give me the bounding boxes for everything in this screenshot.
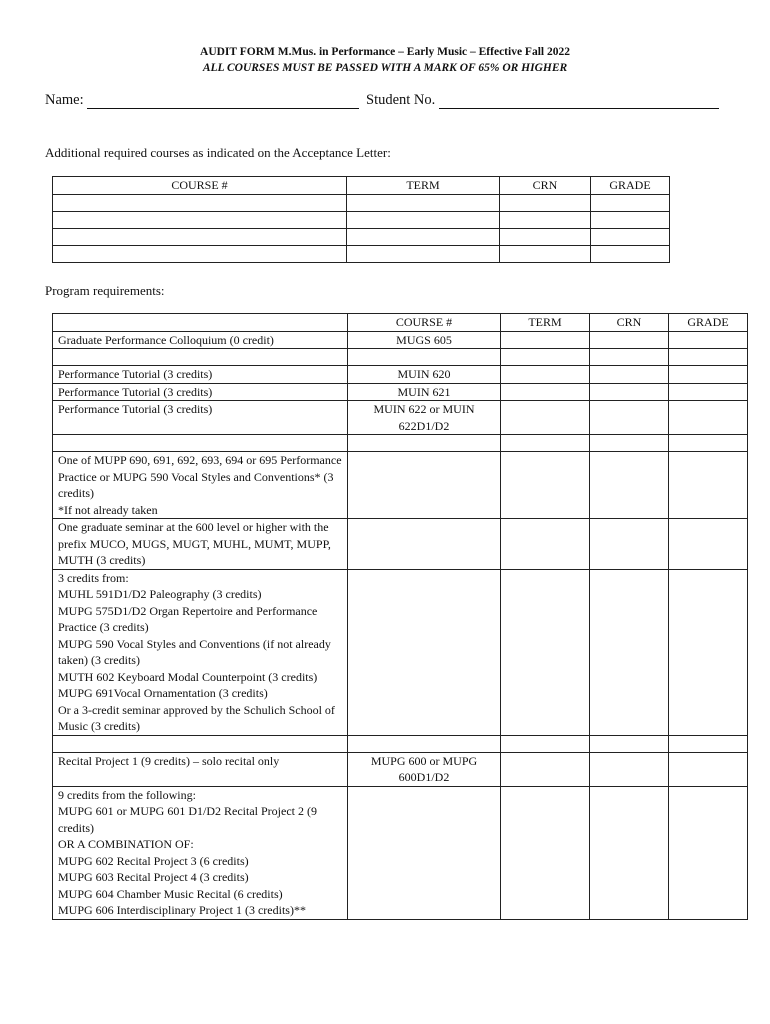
cell[interactable] — [347, 194, 500, 211]
cell[interactable] — [500, 194, 591, 211]
cell[interactable] — [347, 211, 500, 228]
grade-cell[interactable] — [669, 735, 748, 752]
table-row — [53, 752, 748, 786]
table-row — [53, 194, 670, 211]
table-row — [53, 211, 670, 228]
cell[interactable] — [591, 245, 670, 262]
crn-cell[interactable] — [590, 519, 669, 570]
crn-cell[interactable] — [590, 569, 669, 735]
crn-cell[interactable] — [590, 435, 669, 452]
cell[interactable] — [591, 211, 670, 228]
cell[interactable] — [53, 194, 347, 211]
course-code: MUIN 621 — [348, 383, 501, 401]
col-grade: GRADE — [591, 177, 670, 195]
col-crn: CRN — [590, 314, 669, 332]
grade-cell[interactable] — [669, 786, 748, 919]
term-cell[interactable] — [501, 519, 590, 570]
name-line[interactable] — [87, 93, 359, 109]
course-code — [348, 435, 501, 452]
cell[interactable] — [347, 228, 500, 245]
requirement-description — [53, 735, 348, 752]
crn-cell[interactable] — [590, 331, 669, 349]
grade-cell[interactable] — [669, 569, 748, 735]
name-field-group — [45, 92, 359, 109]
requirement-description: 9 credits from the following: MUPG 601 or MUPG 601 D1/D2 Recital Project 2 (9 credits) OR A COMBINATION OF: MUPG 602 Recital Project 3 (6 credits) MUPG 603 Recital Project 4 (3 credits) MUPG 604 Chamber Music Recital (6 credits) MUPG 606 Interdisciplinary Project 1 (3 credits)** — [53, 786, 348, 919]
grade-cell[interactable] — [669, 349, 748, 366]
name-label: Name: — [45, 92, 84, 108]
requirement-description: One of MUPP 690, 691, 692, 693, 694 or 695 Performance Practice or MUPG 590 Vocal Styles and Conventions* (3 credits) *If not already taken — [53, 452, 348, 519]
term-cell[interactable] — [501, 349, 590, 366]
term-cell[interactable] — [501, 366, 590, 384]
cell[interactable] — [53, 245, 347, 262]
requirement-description: Recital Project 1 (9 credits) – solo recital only — [53, 752, 348, 786]
course-code — [348, 519, 501, 570]
term-cell[interactable] — [501, 401, 590, 435]
table-row — [53, 569, 748, 735]
crn-cell[interactable] — [590, 735, 669, 752]
course-code: MUIN 620 — [348, 366, 501, 384]
table-header-row — [53, 314, 748, 332]
col-term: TERM — [501, 314, 590, 332]
crn-cell[interactable] — [590, 786, 669, 919]
crn-cell[interactable] — [590, 366, 669, 384]
student-no-label: Student No. — [366, 92, 436, 108]
col-course: COURSE # — [53, 177, 347, 195]
cell[interactable] — [500, 211, 591, 228]
term-cell[interactable] — [501, 452, 590, 519]
program-requirements-intro: Program requirements: — [45, 283, 165, 298]
form-subtitle: ALL COURSES MUST BE PASSED WITH A MARK OF 65% OR HIGHER — [202, 62, 568, 74]
crn-cell[interactable] — [590, 452, 669, 519]
requirement-description: Performance Tutorial (3 credits) — [53, 401, 348, 435]
cell[interactable] — [591, 228, 670, 245]
table-row — [53, 366, 748, 384]
col-description — [53, 314, 348, 332]
table-row — [53, 452, 748, 519]
grade-cell[interactable] — [669, 383, 748, 401]
requirement-description: 3 credits from: MUHL 591D1/D2 Paleography (3 credits) MUPG 575D1/D2 Organ Repertoire and Performance Practice (3 credits) MUPG 590 Vocal Styles and Conventions (if not already taken) (3 credits) MUTH 602 Keyboard Modal Counterpoint (3 credits) MUPG 691Vocal Ornamentation (3 credits) Or a 3-credit seminar approved by the Schulich School of Music (3 credits) — [53, 569, 348, 735]
table-row — [53, 228, 670, 245]
crn-cell[interactable] — [590, 401, 669, 435]
grade-cell[interactable] — [669, 366, 748, 384]
requirement-description: One graduate seminar at the 600 level or higher with the prefix MUCO, MUGS, MUGT, MUHL, MUMT, MUPP, MUTH (3 credits) — [53, 519, 348, 570]
table-row — [53, 331, 748, 349]
cell[interactable] — [53, 228, 347, 245]
term-cell[interactable] — [501, 786, 590, 919]
cell[interactable] — [500, 245, 591, 262]
table-row — [53, 383, 748, 401]
col-grade: GRADE — [669, 314, 748, 332]
course-code — [348, 349, 501, 366]
course-code — [348, 786, 501, 919]
term-cell[interactable] — [501, 735, 590, 752]
grade-cell[interactable] — [669, 331, 748, 349]
table-header-row — [53, 177, 670, 195]
course-code — [348, 735, 501, 752]
requirement-description: Graduate Performance Colloquium (0 credit) — [53, 331, 348, 349]
cell[interactable] — [591, 194, 670, 211]
student-no-field-group — [366, 92, 719, 109]
table-row — [53, 245, 670, 262]
form-title: AUDIT FORM M.Mus. in Performance – Early Music – Effective Fall 2022 — [200, 46, 570, 58]
table-row — [53, 401, 748, 435]
term-cell[interactable] — [501, 752, 590, 786]
grade-cell[interactable] — [669, 519, 748, 570]
course-code — [348, 452, 501, 519]
crn-cell[interactable] — [590, 349, 669, 366]
col-term: TERM — [347, 177, 500, 195]
course-code: MUIN 622 or MUIN 622D1/D2 — [348, 401, 501, 435]
course-code — [348, 569, 501, 735]
term-cell[interactable] — [501, 569, 590, 735]
table-row — [53, 735, 748, 752]
grade-cell[interactable] — [669, 752, 748, 786]
crn-cell[interactable] — [590, 383, 669, 401]
crn-cell[interactable] — [590, 752, 669, 786]
table-row — [53, 349, 748, 366]
grade-cell[interactable] — [669, 435, 748, 452]
requirement-description: Performance Tutorial (3 credits) — [53, 383, 348, 401]
cell[interactable] — [500, 228, 591, 245]
grade-cell[interactable] — [669, 452, 748, 519]
cell[interactable] — [53, 211, 347, 228]
term-cell[interactable] — [501, 435, 590, 452]
additional-courses-table — [52, 176, 670, 263]
course-code: MUPG 600 or MUPG 600D1/D2 — [348, 752, 501, 786]
table-row — [53, 519, 748, 570]
requirement-description — [53, 349, 348, 366]
col-crn: CRN — [500, 177, 591, 195]
table-row — [53, 435, 748, 452]
cell[interactable] — [347, 245, 500, 262]
term-cell[interactable] — [501, 383, 590, 401]
term-cell[interactable] — [501, 331, 590, 349]
grade-cell[interactable] — [669, 401, 748, 435]
requirement-description: Performance Tutorial (3 credits) — [53, 366, 348, 384]
col-course: COURSE # — [348, 314, 501, 332]
additional-courses-intro: Additional required courses as indicated on the Acceptance Letter: — [45, 145, 391, 160]
course-code: MUGS 605 — [348, 331, 501, 349]
requirement-description — [53, 435, 348, 452]
table-row — [53, 786, 748, 919]
program-requirements-table — [52, 313, 748, 920]
student-no-line[interactable] — [439, 93, 719, 109]
